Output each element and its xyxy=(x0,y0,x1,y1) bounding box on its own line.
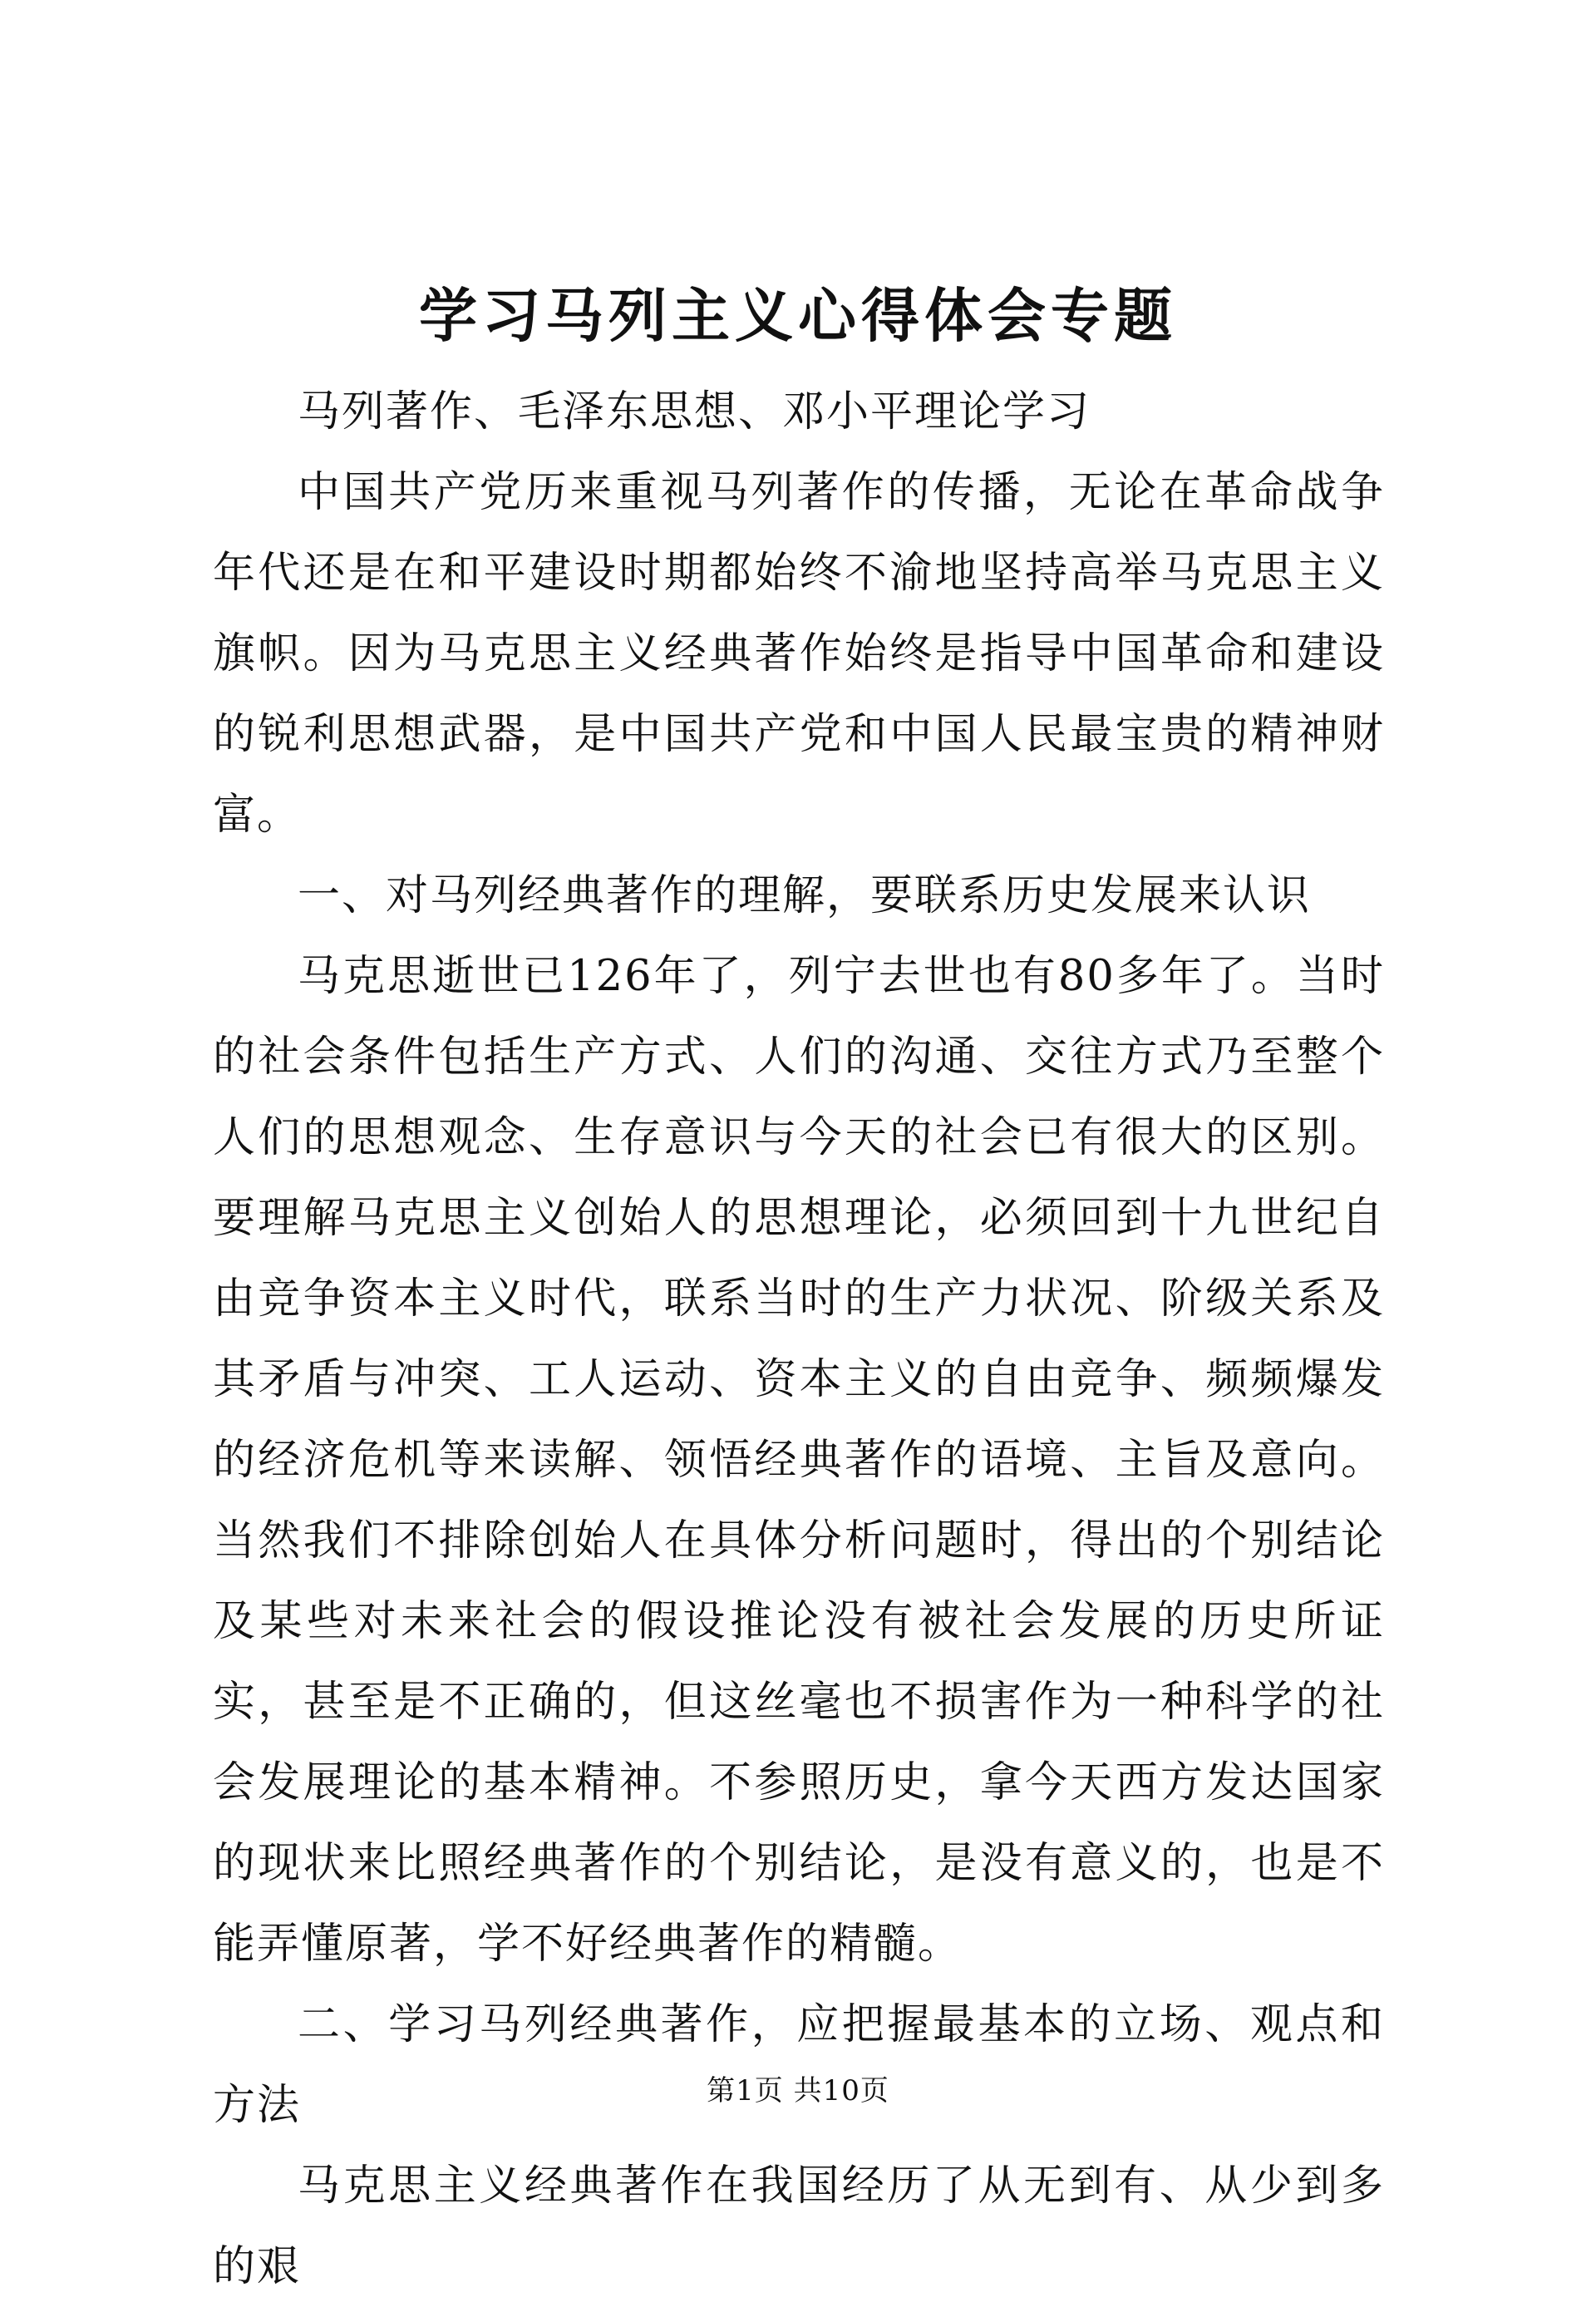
page-footer: 第1页 共10页 xyxy=(707,2074,889,2107)
section-heading-1: 一、对马列经典著作的理解，要联系历史发展来认识 xyxy=(298,871,1312,920)
paragraph-subtitle: 马列著作、毛泽东思想、邓小平理论学习 xyxy=(298,387,1091,436)
document-body xyxy=(213,372,1385,2307)
paragraph-intro: 中国共产党历来重视马列著作的传播，无论在革命战争年代还是在和平建设时期都始终不渝地坚持高举马克思主义旗帜。因为马克思主义经典著作始终是指导中国革命和建设的锐利思想武器，是中国共产党和中国人民最宝贵的精神财富。 xyxy=(213,468,1385,840)
paragraph-section-1: 马克思逝世已126年了，列宁去世也有80多年了。当时的社会条件包括生产方式、人们的沟通、交往方式乃至整个人们的思想观念、生存意识与今天的社会已有很大的区别。要理解马克思主义创始人的思想理论，必须回到十九世纪自由竞争资本主义时代，联系当时的生产力状况、阶级关系及其矛盾与冲突、工人运动、资本主义的自由竞争、频频爆发的经济危机等来读解、领悟经典著作的语境、主旨及意向。当然我们不排除创始人在具体分析问题时，得出的个别结论及某些对未来社会的假设推论没有被社会发展的历史所证实，甚至是不正确的，但这丝毫也不损害作为一种科学的社会发展理论的基本精神。不参照历史，拿今天西方发达国家的现状来比照经典著作的个别结论，是没有意义的，也是不能弄懂原著，学不好经典著作的精髓。 xyxy=(213,952,1385,1969)
section-heading-2: 二、学习马列经典著作，应把握最基本的立场、观点和方法 xyxy=(213,2000,1385,2130)
document-title: 学习马列主义心得体会专题 xyxy=(419,281,1177,350)
paragraph-section-2: 马克思主义经典著作在我国经历了从无到有、从少到多的艰 xyxy=(213,2162,1385,2291)
